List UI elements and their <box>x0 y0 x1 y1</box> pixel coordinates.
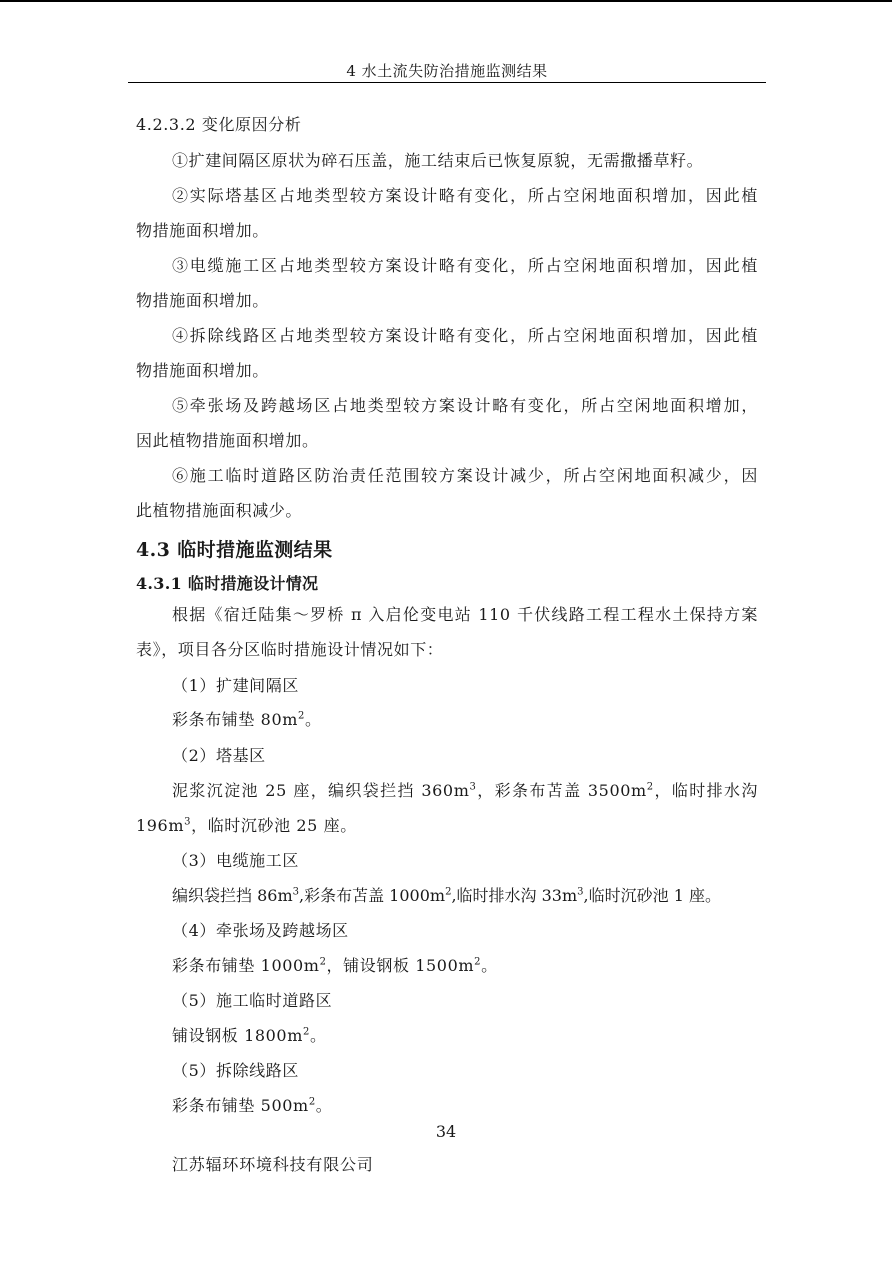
item-2-text-line-2: $196m^3$，临时沉砂池 25 座。 <box>136 816 357 835</box>
paragraph-5-line-1: ⑤牵张场及跨越场区占地类型较方案设计略有变化，所占空闲地面积增加， <box>172 396 758 415</box>
section-heading-4-3-1: 4.3.1 临时措施设计情况 <box>136 574 319 593</box>
page-number: 34 <box>435 1122 457 1141</box>
section-heading-4-3: 4.3 临时措施监测结果 <box>136 539 333 561</box>
item-3-text: 编织袋拦挡 $86m^3$,彩条布苫盖 $1000m^2$,临时排水沟 $33m^3$,临时沉砂池 1 座。 <box>172 886 721 905</box>
paragraph-3-line-1: ③电缆施工区占地类型较方案设计略有变化，所占空闲地面积增加，因此植 <box>172 256 758 275</box>
paragraph-2-line-2: 物措施面积增加。 <box>136 221 269 240</box>
paragraph-3-line-2: 物措施面积增加。 <box>136 291 269 310</box>
paragraph-4-line-1: ④拆除线路区占地类型较方案设计略有变化，所占空闲地面积增加，因此植 <box>172 326 758 345</box>
top-border-line <box>0 0 892 2</box>
item-5-label: （5）施工临时道路区 <box>172 991 333 1010</box>
item-6-text: 彩条布铺垫 $500m^2$。 <box>172 1096 333 1115</box>
header-divider <box>128 82 766 83</box>
item-5-text: 铺设钢板 $1800m^2$。 <box>172 1026 327 1045</box>
item-3-label: （3）电缆施工区 <box>172 851 299 870</box>
paragraph-4-line-2: 物措施面积增加。 <box>136 361 269 380</box>
footer-company-name: 江苏辐环环境科技有限公司 <box>172 1155 374 1174</box>
item-1-label: （1）扩建间隔区 <box>172 676 299 695</box>
item-6-label: （5）拆除线路区 <box>172 1061 299 1080</box>
item-1-text: 彩条布铺垫 $80m^2$。 <box>172 710 322 729</box>
paragraph-1: ①扩建间隔区原状为碎石压盖，施工结束后已恢复原貌，无需撒播草籽。 <box>172 151 704 170</box>
paragraph-2-line-1: ②实际塔基区占地类型较方案设计略有变化，所占空闲地面积增加，因此植 <box>172 186 758 205</box>
item-2-text-line-1: 泥浆沉淀池 25 座，编织袋拦挡 $360m^3$，彩条布苫盖 $3500m^2$，临时排水沟 <box>172 781 758 800</box>
section-heading-4-2-3-2: 4.2.3.2 变化原因分析 <box>136 115 302 134</box>
intro-line-2: 表》，项目各分区临时措施设计情况如下： <box>136 640 444 659</box>
intro-line-1: 根据《宿迁陆集～罗桥 π 入启伦变电站 110 千伏线路工程工程水土保持方案 <box>172 605 758 624</box>
paragraph-6-line-2: 此植物措施面积减少。 <box>136 501 303 520</box>
running-header: 4 水土流失防治措施监测结果 <box>346 62 548 80</box>
paragraph-5-line-2: 因此植物措施面积增加。 <box>136 431 319 450</box>
item-4-label: （4）牵张场及跨越场区 <box>172 921 349 940</box>
item-2-label: （2）塔基区 <box>172 746 266 765</box>
item-4-text: 彩条布铺垫 $1000m^2$，铺设钢板 $1500m^2$。 <box>172 956 498 975</box>
paragraph-6-line-1: ⑥施工临时道路区防治责任范围较方案设计减少，所占空闲地面积减少，因 <box>172 466 758 485</box>
